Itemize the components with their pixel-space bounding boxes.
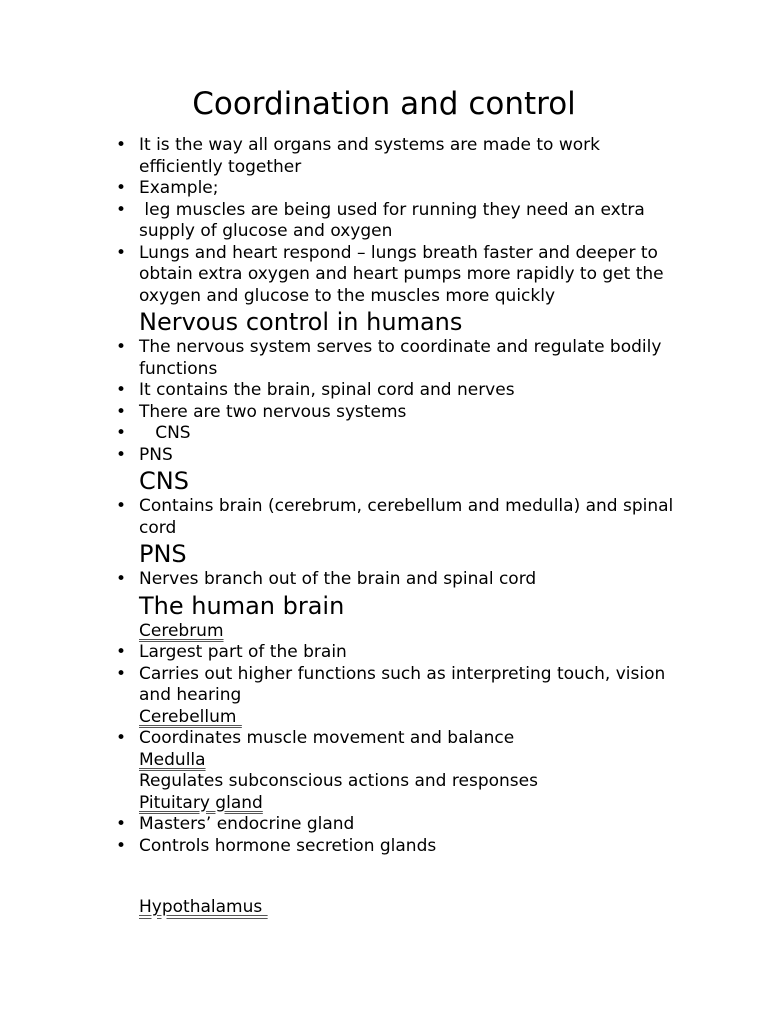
intro-list	[116, 135, 676, 307]
list-item: Regulates subconscious actions and responses	[139, 771, 538, 791]
list-item: • PNS	[116, 445, 676, 467]
list-item: • Largest part of the brain	[116, 642, 676, 664]
subheading-cerebrum: Cerebrum	[139, 620, 224, 641]
list-item: • Masters’ endocrine gland	[116, 814, 676, 836]
list-item: • It is the way all organs and systems are made to work efficiently together	[116, 135, 676, 178]
cerebrum-list	[116, 642, 676, 707]
list-item: • Controls hormone secretion glands	[116, 836, 676, 858]
document-body	[116, 135, 676, 919]
page-title: Coordination and control	[192, 86, 576, 122]
list-item: • Nerves branch out of the brain and spinal cord	[116, 569, 676, 591]
nervous-list	[116, 337, 676, 466]
section-heading-nervous-control: Nervous control in humans	[139, 308, 463, 336]
list-item: • Contains brain (cerebrum, cerebellum and medulla) and spinal cord	[116, 496, 676, 539]
subheading-cerebellum: Cerebellum	[139, 706, 242, 727]
section-heading-human-brain: The human brain	[139, 591, 345, 620]
list-item: • It contains the brain, spinal cord and nerves	[116, 380, 676, 402]
cns-list	[116, 496, 676, 539]
medulla-list	[116, 771, 676, 793]
list-item: • There are two nervous systems	[116, 402, 676, 424]
section-heading-cns: CNS	[139, 467, 189, 495]
list-item: • The nervous system serves to coordinate and regulate bodily functions	[116, 337, 676, 380]
subheading-hypothalamus: Hypothalamus	[139, 897, 268, 917]
spacer	[116, 857, 676, 897]
list-item: • Coordinates muscle movement and balance	[116, 728, 676, 750]
pns-list	[116, 569, 676, 591]
list-item: • Example;	[116, 178, 676, 200]
subheading-pituitary-gland: Pituitary gland	[139, 792, 263, 813]
list-item: • Carries out higher functions such as interpreting touch, vision and hearing	[116, 664, 676, 707]
subheading-medulla: Medulla	[139, 749, 206, 770]
list-item: • leg muscles are being used for running they need an extra supply of glucose and oxygen	[116, 200, 676, 243]
section-heading-pns: PNS	[139, 540, 187, 568]
cerebellum-list	[116, 728, 676, 750]
list-item: • CNS	[116, 423, 676, 445]
list-item: • Lungs and heart respond – lungs breath faster and deeper to obtain extra oxygen and heart pumps more rapidly to get the oxygen and glucose to the muscles more quickly	[116, 243, 676, 308]
pituitary-list	[116, 814, 676, 857]
